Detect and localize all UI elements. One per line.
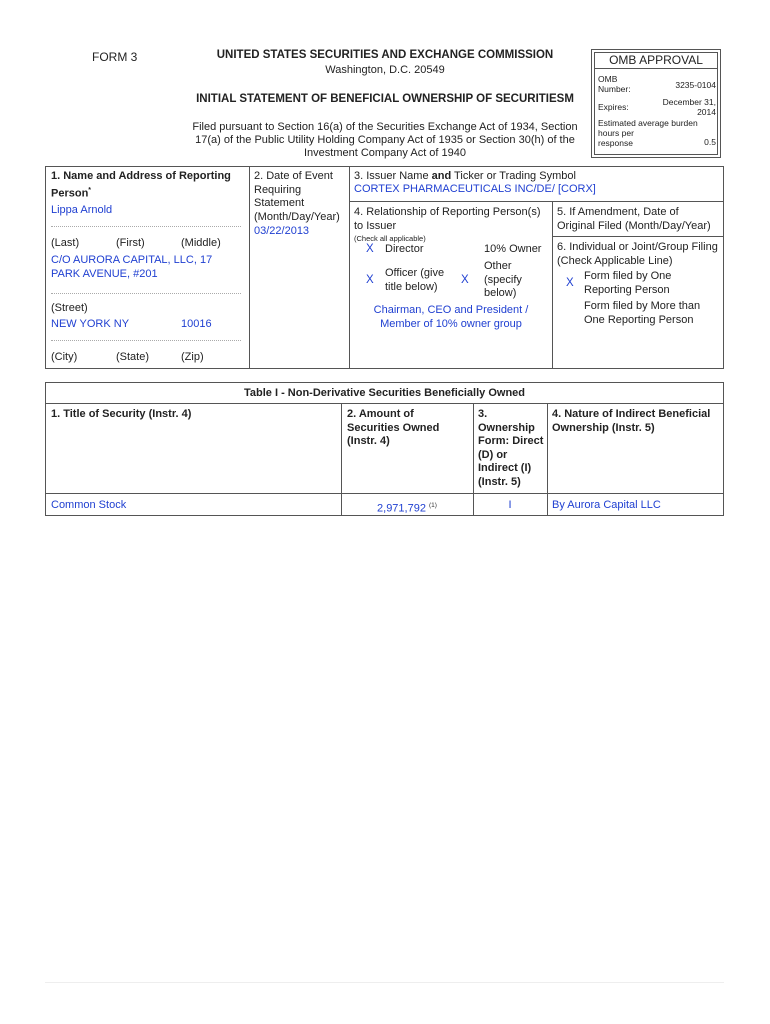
address-line: PARK AVENUE, #201 bbox=[51, 267, 158, 280]
box1-label-line: 1. Name and Address of Reporting bbox=[51, 170, 231, 182]
officer-label-line: title below) bbox=[385, 280, 438, 293]
amount-value: 2,971,792 bbox=[377, 502, 426, 515]
omb-burden-value: 0.5 bbox=[704, 137, 716, 147]
box3-label-part: and bbox=[431, 170, 452, 182]
more-reporting-persons-label bbox=[584, 300, 700, 327]
omb-label: Number: bbox=[598, 84, 631, 94]
agency-title: UNITED STATES SECURITIES AND EXCHANGE COMMISSION bbox=[216, 49, 554, 61]
omb-number-label bbox=[598, 74, 631, 94]
box3-label-part: 3. Issuer Name bbox=[354, 170, 432, 182]
col-header-title-of-security: 1. Title of Security (Instr. 4) bbox=[51, 408, 192, 420]
address-value bbox=[51, 254, 212, 281]
col-header-amount bbox=[347, 408, 439, 449]
box5-label bbox=[557, 206, 723, 233]
col-header-line: (Instr. 4) bbox=[347, 435, 390, 447]
issuer-name: CORTEX PHARMACEUTICALS INC/DE/ [CORX] bbox=[354, 183, 596, 195]
box1-label bbox=[51, 170, 247, 201]
omb-number-value: 3235-0104 bbox=[675, 80, 716, 90]
first-label: (First) bbox=[116, 237, 145, 249]
nature-cell: By Aurora Capital LLC bbox=[552, 499, 661, 511]
officer-label-line: Officer (give bbox=[385, 267, 445, 279]
col-header-line: Ownership bbox=[478, 421, 535, 434]
box2-label-line: (Month/Day/Year) bbox=[254, 210, 340, 223]
amount-cell bbox=[341, 499, 473, 516]
other-label bbox=[484, 260, 522, 301]
zip-value: 10016 bbox=[181, 318, 212, 330]
table-divider bbox=[45, 403, 724, 404]
col-header-line: 2. Amount of bbox=[347, 408, 414, 420]
security-title-cell: Common Stock bbox=[51, 499, 127, 511]
omb-label: response bbox=[598, 138, 633, 148]
other-label-line: below) bbox=[484, 287, 517, 299]
street-label: (Street) bbox=[51, 302, 88, 314]
director-label: Director bbox=[385, 243, 424, 255]
box2-label bbox=[254, 170, 348, 224]
filed-line: Filed pursuant to Section 16(a) of the Securities Exchange Act of 1934, Section bbox=[192, 121, 578, 133]
asterisk: * bbox=[88, 186, 92, 194]
grid-divider bbox=[349, 166, 350, 369]
city-state-value: NEW YORK NY bbox=[51, 318, 130, 330]
filing-option-line: One Reporting Person bbox=[584, 313, 694, 326]
col-header-line: Ownership (Instr. 5) bbox=[552, 421, 655, 434]
box3-label-part: Ticker or Trading Symbol bbox=[451, 170, 576, 182]
event-date: 03/22/2013 bbox=[254, 225, 310, 237]
other-label-line: (specify bbox=[484, 273, 522, 286]
filing-option-line: Reporting Person bbox=[584, 283, 670, 296]
separator bbox=[51, 226, 241, 227]
officer-label bbox=[385, 267, 444, 294]
filing-option-line: Form filed by One bbox=[584, 270, 672, 282]
col-header-line: Indirect (I) bbox=[478, 462, 532, 474]
one-reporting-person-check-mark[interactable]: X bbox=[566, 277, 574, 289]
separator bbox=[51, 293, 241, 294]
box2-label-line: Statement bbox=[254, 197, 305, 209]
filing-option-line: Form filed by More than bbox=[584, 300, 701, 312]
box4-label bbox=[354, 206, 550, 233]
col-header-ownership-form bbox=[478, 408, 543, 489]
footer-rule bbox=[45, 982, 724, 983]
col-header-line: (D) or bbox=[478, 448, 508, 461]
check-all-note: (Check all applicable) bbox=[354, 234, 426, 243]
box6-label bbox=[557, 241, 723, 268]
other-label-line: Other bbox=[484, 260, 512, 272]
middle-label: (Middle) bbox=[181, 237, 221, 249]
omb-label: OMB bbox=[598, 74, 618, 84]
box5-label-line: 5. If Amendment, Date of bbox=[557, 206, 679, 218]
other-check-mark[interactable]: X bbox=[461, 274, 469, 286]
box3-label bbox=[354, 170, 722, 184]
omb-label: hours per bbox=[598, 128, 634, 138]
box6-label-line: 6. Individual or Joint/Group Filing bbox=[557, 241, 718, 253]
officer-title-line: Chairman, CEO and President / bbox=[373, 304, 529, 316]
last-label: (Last) bbox=[51, 237, 80, 249]
col-header-nature bbox=[552, 408, 710, 435]
grid-divider bbox=[249, 166, 250, 369]
box4-label-line: to Issuer bbox=[354, 219, 397, 232]
grid-divider bbox=[552, 201, 553, 369]
footnote-ref[interactable]: (1) bbox=[429, 502, 437, 509]
col-header-line: (Instr. 5) bbox=[478, 475, 521, 488]
statement-title: INITIAL STATEMENT OF BENEFICIAL OWNERSHIP OF SECURITIESM bbox=[196, 93, 574, 105]
person-label: Person bbox=[51, 187, 89, 200]
col-header-line: Securities Owned bbox=[347, 421, 440, 434]
omb-expires-value bbox=[650, 97, 716, 117]
omb-value: 2014 bbox=[697, 107, 716, 117]
officer-check-mark[interactable]: X bbox=[366, 274, 374, 286]
box5-label-line: Original Filed (Month/Day/Year) bbox=[557, 219, 711, 232]
box1-label-line bbox=[51, 184, 247, 201]
city-label: (City) bbox=[51, 351, 78, 363]
table-divider bbox=[547, 403, 548, 516]
address-line: C/O AURORA CAPITAL, LLC, 17 bbox=[51, 254, 213, 266]
col-header-line: 4. Nature of Indirect Beneficial bbox=[552, 408, 711, 420]
filed-line: 17(a) of the Public Utility Holding Company Act of 1935 or Section 30(h) of the bbox=[195, 134, 575, 146]
officer-title bbox=[350, 304, 552, 331]
reporting-person-name: Lippa Arnold bbox=[51, 204, 113, 216]
one-reporting-person-label bbox=[584, 270, 671, 297]
officer-title-line: Member of 10% owner group bbox=[380, 317, 522, 330]
grid-divider bbox=[349, 201, 724, 202]
omb-title: OMB APPROVAL bbox=[595, 53, 717, 69]
agency-city: Washington, D.C. 20549 bbox=[325, 64, 445, 76]
form-number: FORM 3 bbox=[92, 50, 138, 64]
director-check-mark[interactable]: X bbox=[366, 243, 374, 255]
box2-label-line: Requiring bbox=[254, 183, 302, 196]
table-title: Table I - Non-Derivative Securities Beneficially Owned bbox=[244, 387, 525, 399]
omb-expires-label: Expires: bbox=[598, 102, 629, 112]
col-header-line: 3. bbox=[478, 408, 488, 420]
table-divider bbox=[45, 493, 724, 494]
filed-pursuant-text bbox=[190, 121, 580, 160]
ten-percent-owner-label: 10% Owner bbox=[484, 243, 542, 255]
box6-label-line: (Check Applicable Line) bbox=[557, 254, 673, 267]
zip-label: (Zip) bbox=[181, 351, 204, 363]
omb-label: Estimated average burden bbox=[598, 118, 698, 128]
box2-label-line: 2. Date of Event bbox=[254, 170, 333, 182]
grid-divider bbox=[552, 236, 724, 237]
box4-label-line: 4. Relationship of Reporting Person(s) bbox=[354, 206, 541, 218]
ownership-form-cell: I bbox=[508, 499, 512, 511]
col-header-line: Form: Direct bbox=[478, 435, 544, 447]
separator bbox=[51, 340, 241, 341]
filed-line: Investment Company Act of 1940 bbox=[303, 147, 467, 159]
omb-value: December 31, bbox=[662, 97, 716, 107]
state-label: (State) bbox=[116, 351, 150, 363]
